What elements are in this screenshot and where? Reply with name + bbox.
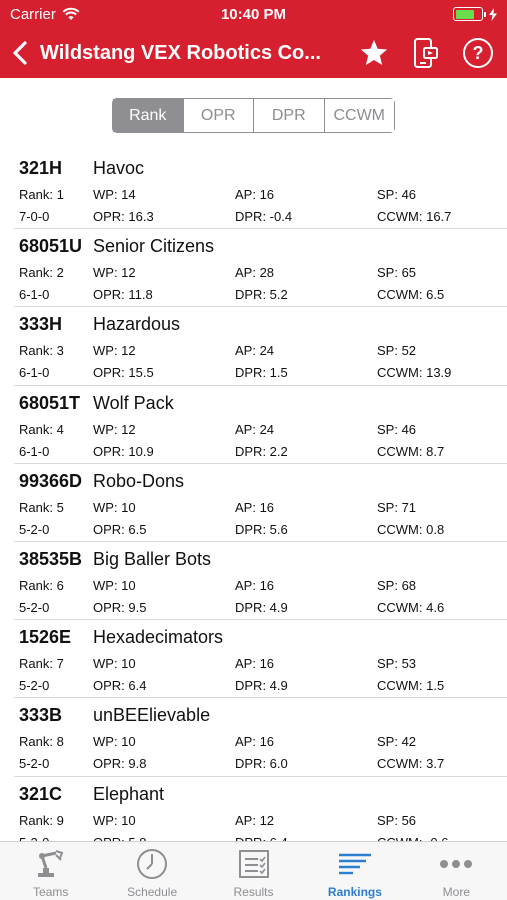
opr-value: OPR: 6.4	[93, 678, 147, 694]
tab-label: Rankings	[327, 885, 382, 899]
team-name: Senior Citizens	[93, 236, 215, 257]
team-number: 99366D	[19, 470, 83, 491]
tab-label: Results	[233, 885, 274, 899]
ranking-row[interactable]	[14, 229, 507, 307]
favorite-button[interactable]	[357, 36, 391, 70]
team-name: unBEElievable	[93, 705, 211, 726]
ccwm-value: CCWM: 13.9	[377, 365, 452, 381]
cast-button[interactable]	[409, 36, 443, 70]
clock-icon	[136, 848, 168, 880]
opr-value: OPR: 15.5	[93, 365, 154, 381]
team-number: 321H	[19, 158, 63, 178]
battery-icon	[453, 7, 483, 21]
ccwm-value: CCWM: 6.5	[377, 287, 445, 303]
team-name: Hexadecimators	[93, 627, 224, 648]
ccwm-value: CCWM: 3.7	[377, 756, 445, 772]
wp-value: WP: 14	[93, 187, 136, 202]
ranking-row[interactable]	[14, 464, 507, 542]
ranking-row[interactable]	[14, 698, 507, 776]
ap-value: AP: 28	[235, 265, 275, 281]
team-number: 321C	[19, 783, 63, 804]
ap-value: AP: 24	[235, 343, 275, 359]
segment-rank[interactable]: Rank	[113, 99, 184, 132]
dpr-value: DPR: 5.6	[235, 521, 288, 537]
rank-value: Rank: 6	[19, 577, 64, 593]
rankings-list[interactable]	[0, 151, 507, 841]
ap-value: AP: 12	[235, 812, 275, 828]
team-number: 333B	[19, 705, 63, 726]
robot-arm-icon	[34, 849, 68, 879]
status-bar	[0, 0, 507, 28]
dpr-value: DPR: 5.2	[235, 287, 288, 303]
segment-ccwm[interactable]: CCWM	[325, 99, 395, 132]
ranking-row[interactable]	[14, 542, 507, 620]
sp-value: SP: 71	[377, 499, 417, 515]
record-value: 5-2-0	[19, 756, 50, 772]
ranking-row[interactable]	[14, 151, 507, 229]
dpr-value: DPR: -0.4	[235, 209, 293, 224]
sort-segmented-control	[112, 98, 395, 133]
tab-results[interactable]	[203, 842, 304, 900]
ap-value: AP: 16	[235, 656, 275, 672]
tab-schedule[interactable]	[101, 842, 202, 900]
sp-value: SP: 46	[377, 421, 417, 437]
ranking-row[interactable]	[14, 386, 507, 464]
sp-value: SP: 42	[377, 734, 417, 750]
ap-value: AP: 16	[235, 577, 275, 593]
team-number: 1526E	[19, 627, 72, 648]
battery-fill	[456, 10, 475, 19]
dpr-value: DPR: 4.9	[235, 599, 288, 615]
status-time: 10:40 PM	[220, 5, 287, 23]
tab-bar	[0, 841, 507, 900]
record-value: 6-1-0	[19, 287, 50, 303]
ranking-row[interactable]	[14, 307, 507, 385]
record-value: 5-2-0	[19, 521, 50, 537]
rank-value: Rank: 3	[19, 343, 64, 359]
ccwm-value: CCWM: 0.8	[377, 521, 445, 537]
team-number: 333H	[19, 314, 63, 335]
team-name: Havoc	[93, 158, 145, 178]
opr-value: OPR: 9.5	[93, 599, 147, 615]
wp-value: WP: 10	[93, 499, 136, 515]
ccwm-value: CCWM: 1.5	[377, 678, 445, 694]
carrier-label: Carrier	[10, 5, 56, 23]
more-dots-icon	[439, 859, 473, 869]
tab-more[interactable]	[406, 842, 507, 900]
rank-value: Rank: 4	[19, 421, 64, 437]
rank-value: Rank: 9	[19, 812, 64, 828]
status-left	[10, 6, 80, 23]
team-name: Wolf Pack	[93, 392, 174, 413]
opr-value: OPR: 16.3	[93, 209, 154, 224]
help-button[interactable]	[461, 36, 495, 70]
back-button[interactable]	[0, 28, 40, 78]
wp-value: WP: 10	[93, 656, 136, 672]
opr-value: OPR: 9.8	[93, 756, 147, 772]
star-icon	[359, 38, 389, 68]
wifi-icon	[62, 7, 80, 21]
tab-label: Schedule	[127, 885, 178, 899]
page-title: Wildstang VEX Robotics Co...	[40, 41, 321, 64]
segment-dpr[interactable]: DPR	[254, 99, 325, 132]
team-number: 68051T	[19, 392, 81, 413]
navigation-bar	[0, 28, 507, 78]
dpr-value: DPR: 1.5	[235, 365, 288, 381]
ap-value: AP: 16	[235, 499, 275, 515]
wp-value: WP: 10	[93, 734, 136, 750]
tab-teams[interactable]	[0, 842, 101, 900]
opr-value: OPR: 10.9	[93, 443, 154, 459]
record-value: 6-1-0	[19, 443, 50, 459]
team-number: 38535B	[19, 548, 83, 569]
dpr-value: DPR: 2.2	[235, 443, 288, 459]
record-value: 7-0-0	[19, 209, 50, 224]
team-name: Robo-Dons	[93, 470, 185, 491]
record-value: 5-2-0	[19, 599, 50, 615]
wp-value: WP: 10	[93, 577, 136, 593]
record-value: 6-1-0	[19, 365, 50, 381]
checklist-icon	[238, 849, 270, 879]
opr-value: OPR: 11.8	[93, 287, 153, 303]
rank-value: Rank: 1	[19, 187, 64, 202]
rank-value: Rank: 8	[19, 734, 64, 750]
sp-value: SP: 52	[377, 343, 417, 359]
team-name: Hazardous	[93, 314, 181, 335]
tab-rankings[interactable]	[304, 842, 405, 900]
record-value: 5-2-0	[19, 678, 50, 694]
ap-value: AP: 16	[235, 734, 275, 750]
tab-label: Teams	[33, 885, 69, 899]
ccwm-value: CCWM: 16.7	[377, 209, 452, 224]
wp-value: WP: 12	[93, 265, 136, 281]
team-name: Big Baller Bots	[93, 548, 212, 569]
rankings-bars-icon	[338, 851, 372, 877]
charging-bolt-icon	[489, 8, 497, 21]
sp-value: SP: 46	[377, 187, 417, 202]
sp-value: SP: 56	[377, 812, 417, 828]
sp-value: SP: 68	[377, 577, 417, 593]
wp-value: WP: 10	[93, 812, 136, 828]
phone-cast-icon	[412, 37, 440, 69]
dpr-value: DPR: 4.9	[235, 678, 288, 694]
rank-value: Rank: 5	[19, 499, 64, 515]
wp-value: WP: 12	[93, 343, 136, 359]
sp-value: SP: 53	[377, 656, 417, 672]
tab-label: More	[442, 885, 470, 899]
ccwm-value: CCWM: 4.6	[377, 599, 445, 615]
rank-value: Rank: 7	[19, 656, 64, 672]
rank-value: Rank: 2	[19, 265, 64, 281]
dpr-value: DPR: 6.0	[235, 756, 288, 772]
help-icon: ?	[463, 38, 493, 68]
ap-value: AP: 16	[235, 187, 275, 202]
ranking-row[interactable]	[14, 620, 507, 698]
ccwm-value: CCWM: 8.7	[377, 443, 445, 459]
ap-value: AP: 24	[235, 421, 275, 437]
sp-value: SP: 65	[377, 265, 417, 281]
wp-value: WP: 12	[93, 421, 136, 437]
nav-actions	[357, 28, 495, 78]
opr-value: OPR: 6.5	[93, 521, 147, 537]
chevron-left-icon	[13, 41, 27, 65]
status-right	[453, 7, 497, 21]
team-name: Elephant	[93, 783, 165, 804]
team-number: 68051U	[19, 236, 83, 257]
segment-opr[interactable]: OPR	[184, 99, 255, 132]
